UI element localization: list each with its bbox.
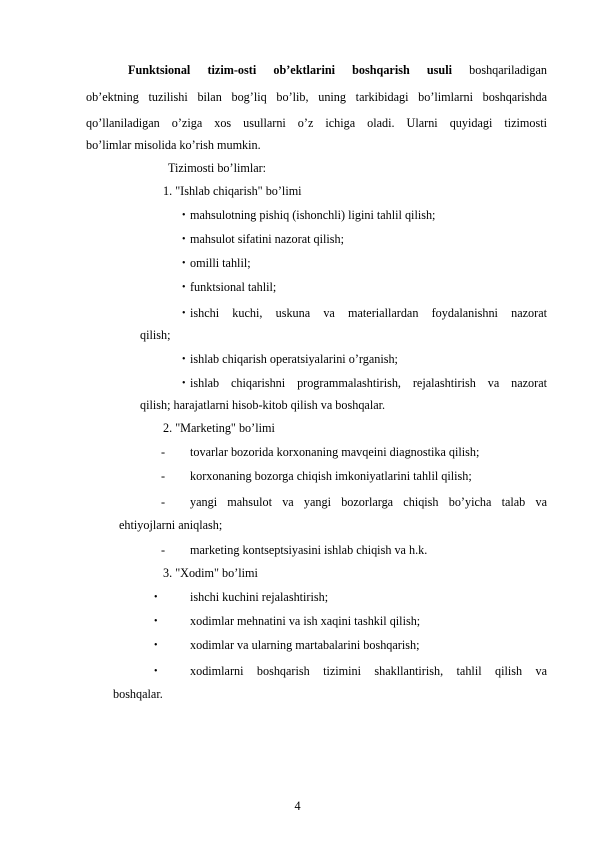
section1-item-1: mahsulotning pishiq (ishonchli) ligini tahlil qilish; (190, 208, 436, 222)
section1-item-3: omilli tahlil; (190, 256, 251, 270)
bullet-icon: • (154, 592, 158, 603)
section1-title: 1. "Ishlab chiqarish" bo’limi (163, 184, 302, 198)
intro-line-1 (128, 63, 547, 77)
section2-item-3-line-2: ehtiyojlarni aniqlash; (119, 518, 223, 532)
bullet-icon: • (182, 258, 186, 269)
intro-line-3: qo’llaniladigan o’ziga xos usullarni o’z ichiga oladi. Ularni quyidagi tizimosti (86, 116, 547, 130)
dash-icon: - (161, 495, 166, 509)
dash-icon: - (161, 543, 166, 557)
section1-item-6: ishlab chiqarish operatsiyalarini o’rganish; (190, 352, 398, 366)
page-number: 4 (294, 799, 301, 813)
section1-item-7-line-2: qilish; harajatlarni hisob-kitob qilish va boshqalar. (140, 398, 386, 412)
section1-item-2: mahsulot sifatini nazorat qilish; (190, 232, 345, 246)
bullet-icon: • (182, 308, 186, 319)
intro-line-1-rest: boshqariladigan (469, 63, 547, 77)
section2-item-2: korxonaning bozorga chiqish imkoniyatlarini tahlil qilish; (190, 469, 472, 483)
section3-item-4-line-2: boshqalar. (113, 687, 163, 701)
bullet-icon: • (182, 282, 186, 293)
section1-item-5-line-1: ishchi kuchi, uskuna va materiallardan foydalanishni nazorat (190, 306, 547, 320)
intro-line-2: ob’ektning tuzilishi bilan bog’liq bo’lib, uning tarkibidagi bo’limlarni boshqarishda (86, 90, 547, 104)
section1-item-7-line-1: ishlab chiqarishni programmalashtirish, rejalashtirish va nazorat (190, 376, 547, 390)
bullet-icon: • (182, 354, 186, 365)
section2-item-1: tovarlar bozorida korxonaning mavqeini diagnostika qilish; (190, 445, 480, 459)
section1-item-4: funktsional tahlil; (190, 280, 277, 294)
bullet-icon: • (154, 616, 158, 627)
intro-heading: Funktsional tizim-osti ob’ektlarini boshqarish usuli (128, 63, 452, 77)
section3-item-4-line-1: xodimlarni boshqarish tizimini shakllantirish, tahlil qilish va (190, 664, 547, 678)
subtitle: Tizimosti bo’limlar: (168, 161, 267, 175)
bullet-icon: • (182, 210, 186, 221)
dash-icon: - (161, 445, 166, 459)
bullet-icon: • (182, 234, 186, 245)
intro-line-4: bo’limlar misolida ko’rish mumkin. (86, 138, 261, 152)
bullet-icon: • (154, 666, 158, 677)
bullet-icon: • (182, 378, 186, 389)
section1-item-5-line-2: qilish; (140, 328, 171, 342)
section2-item-3-line-1: yangi mahsulot va yangi bozorlarga chiqish bo’yicha talab va (190, 495, 547, 509)
section3-item-3: xodimlar va ularning martabalarini boshqarish; (190, 638, 420, 652)
section2-title: 2. "Marketing" bo’limi (163, 421, 275, 435)
bullet-icon: • (154, 640, 158, 651)
section2-item-4: marketing kontseptsiyasini ishlab chiqish va h.k. (190, 543, 428, 557)
section3-item-2: xodimlar mehnatini va ish xaqini tashkil qilish; (190, 614, 421, 628)
section3-item-1: ishchi kuchini rejalashtirish; (190, 590, 329, 604)
dash-icon: - (161, 469, 166, 483)
section3-title: 3. "Xodim" bo’limi (163, 566, 258, 580)
